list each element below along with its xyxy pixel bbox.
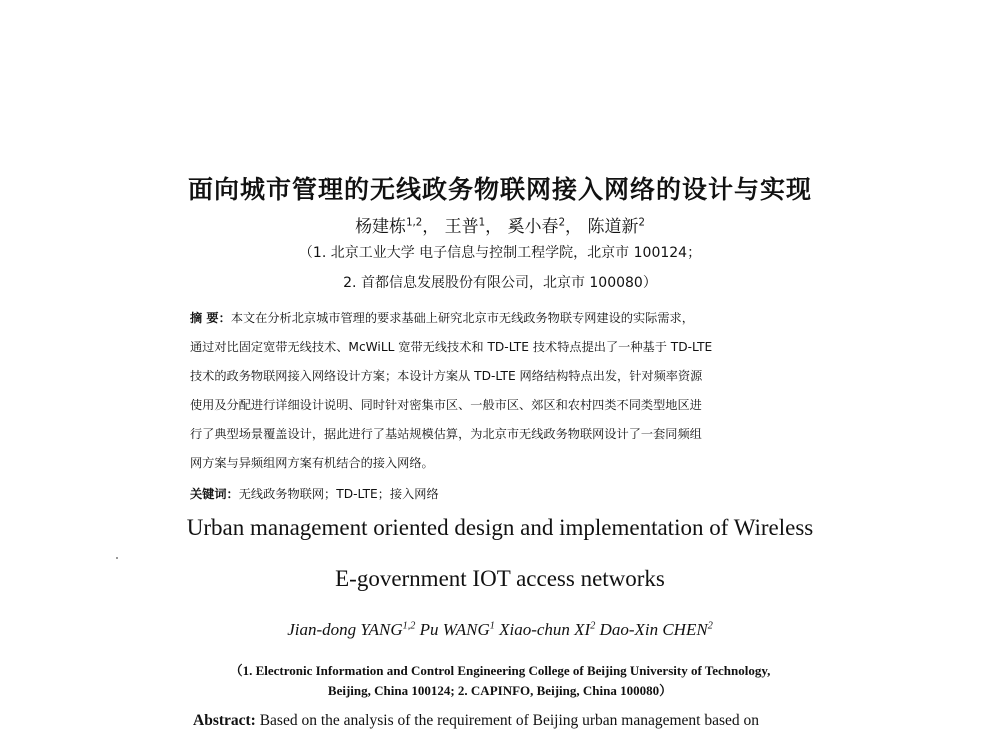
paper-title-en-line-1: Urban management oriented design and implementation of Wireless [186, 515, 814, 540]
author-affiliation-mark: 1 [478, 217, 486, 229]
author-affiliation-mark: 1 [489, 620, 495, 632]
abstract-cn-line [190, 304, 810, 333]
affiliation-cn-line-1: （1. 北京工业大学 电子信息与控制工程学院，北京市 100124； [298, 245, 702, 261]
abstract-cn-text: 本文在分析北京城市管理的要求基础上研究北京市无线政务物联专网建设的实际需求， [230, 311, 694, 325]
author-affiliation-mark: 2 [707, 620, 713, 632]
author-separator: ， [485, 217, 503, 237]
author-list-en [0, 620, 1000, 640]
author-name: 杨建栋 [355, 217, 407, 237]
abstract-cn-line: 网方案与异频组网方案有机结合的接入网络。 [190, 456, 434, 470]
author-name-en: Xiao-chun XI [499, 620, 591, 639]
author-affiliation-mark: 2 [638, 217, 645, 229]
author-affiliation-mark: 2 [590, 620, 596, 632]
author-name: 奚小春 [507, 217, 559, 237]
author-name-en: Pu WANG [419, 620, 490, 639]
affiliation-en-line-2: Beijing, China 100124; 2. CAPINFO, Beijing, China 100080） [327, 683, 673, 698]
author-name-en: Dao-Xin CHEN [599, 620, 708, 639]
abstract-label-en: Abstract: [193, 712, 256, 729]
keywords-cn [190, 480, 810, 509]
keywords-label-cn: 关键词： [190, 487, 239, 501]
paper-title-en-line-2: E-government IOT access networks [335, 566, 665, 591]
abstract-cn-line: 技术的政务物联网接入网络设计方案；本设计方案从 TD-LTE 网络结构特点出发，针对频率资源 [190, 369, 703, 383]
affiliation-cn-line-2: 2. 首都信息发展股份有限公司，北京市 100080） [343, 275, 657, 291]
author-name: 陈道新 [587, 217, 639, 237]
author-name-en: Jian-dong YANG [287, 620, 403, 639]
author-list-cn [0, 212, 1000, 237]
abstract-en-text: Based on the analysis of the requirement of Beijing urban management based on [259, 712, 760, 729]
keywords-cn-text: 无线政务物联网；TD-LTE；接入网络 [238, 487, 439, 501]
abstract-label-cn: 摘 要： [190, 311, 231, 325]
paper-title-cn: 面向城市管理的无线政务物联网接入网络的设计与实现 [187, 175, 812, 204]
author-separator: ， [422, 217, 440, 237]
author-name: 王普 [444, 217, 479, 237]
author-affiliation-mark: 2 [558, 217, 566, 229]
abstract-cn-line: 通过对比固定宽带无线技术、McWiLL 宽带无线技术和 TD-LTE 技术特点提出了一种基于 TD-LTE [190, 340, 713, 354]
affiliation-en-line-1: （1. Electronic Information and Control Engineering College of Beijing University of Technology, [229, 663, 771, 678]
author-affiliation-mark: 1,2 [406, 217, 423, 229]
author-affiliation-mark: 1,2 [402, 620, 416, 632]
author-separator: ， [565, 217, 583, 237]
abstract-cn-line: 使用及分配进行详细设计说明、同时针对密集市区、一般市区、郊区和农村四类不同类型地区进 [190, 398, 702, 412]
scan-speck [116, 557, 118, 559]
abstract-en-first-line [193, 712, 759, 730]
abstract-cn-line: 行了典型场景覆盖设计，据此进行了基站规模估算，为北京市无线政务物联网设计了一套同频组 [190, 427, 702, 441]
